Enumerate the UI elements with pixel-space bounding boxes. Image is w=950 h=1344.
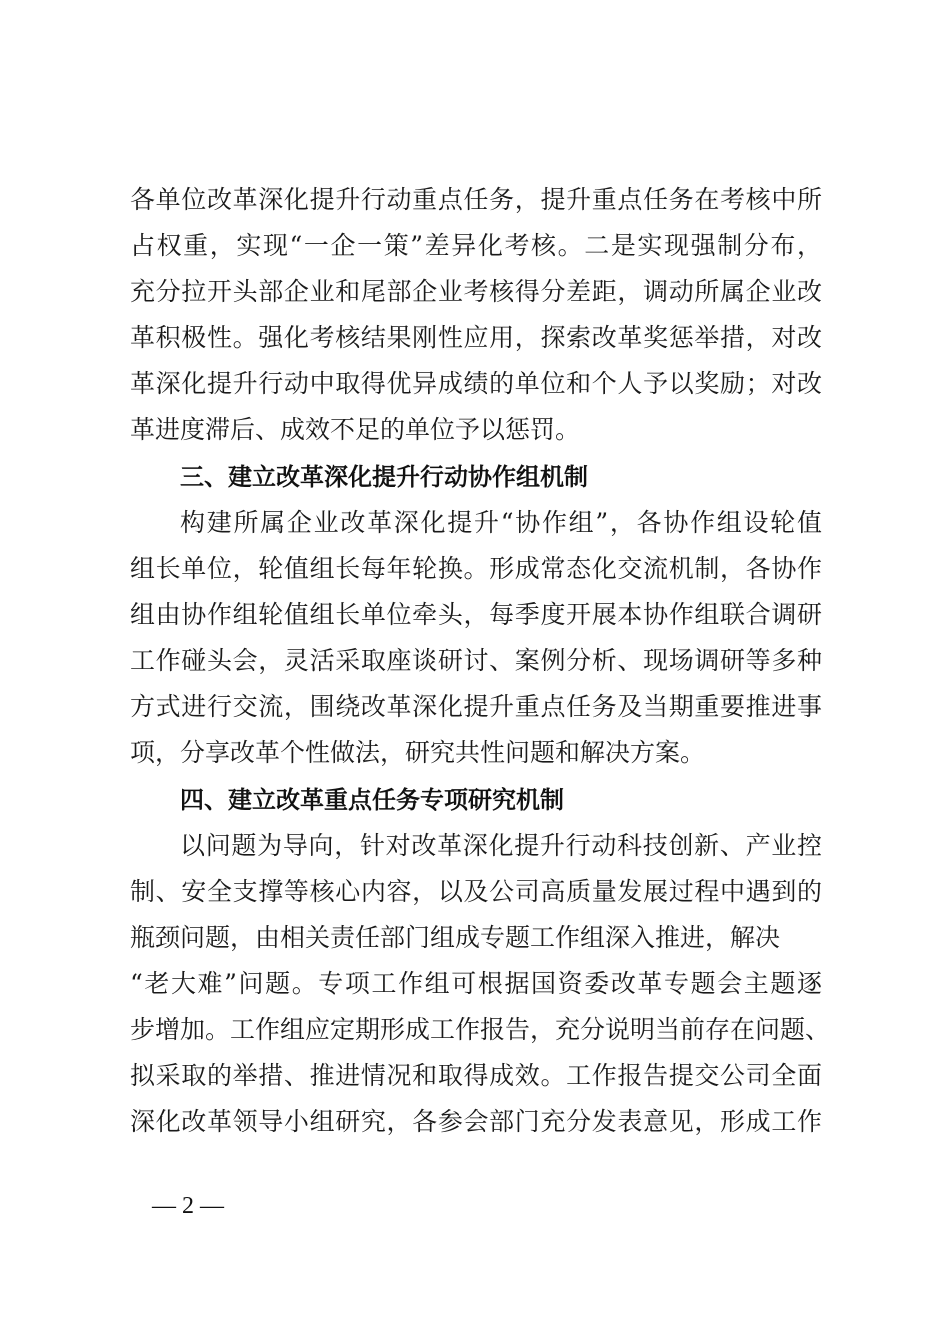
text-line: 制、安全支撑等核心内容，以及公司高质量发展过程中遇到的 [130,877,822,906]
text-line: 革深化提升行动中取得优异成绩的单位和个人予以奖励；对改 [130,369,822,398]
section-heading-4: 四、建立改革重点任务专项研究机制 [180,786,564,814]
text-line: 组长单位，轮值组长每年轮换。形成常态化交流机制，各协作 [130,554,822,583]
text-line: 瓶颈问题，由相关责任部门组成专题工作组深入推进，解决 [130,923,781,952]
text-line: 革进度滞后、成效不足的单位予以惩罚。 [130,415,581,444]
text-line: 步增加。工作组应定期形成工作报告，充分说明当前存在问题、 [130,1015,831,1044]
text-line: 革积极性。强化考核结果刚性应用，探索改革奖惩举措，对改 [130,323,822,352]
text-line: 组由协作组轮值组长单位牵头，每季度开展本协作组联合调研 [130,600,822,629]
text-line: 充分拉开头部企业和尾部企业考核得分差距，调动所属企业改 [130,277,822,306]
text-line: 以问题为导向，针对改革深化提升行动科技创新、产业控 [180,831,822,860]
text-line: 拟采取的举措、推进情况和取得成效。工作报告提交公司全面 [130,1061,822,1090]
text-line: 各单位改革深化提升行动重点任务，提升重点任务在考核中所 [130,185,822,214]
text-line: 深化改革领导小组研究，各参会部门充分发表意见，形成工作 [130,1107,822,1136]
text-line: 项，分享改革个性做法，研究共性问题和解决方案。 [130,738,706,767]
text-line: 占权重，实现“一企一策”差异化考核。二是实现强制分布， [130,231,822,260]
section-heading-3: 三、建立改革深化提升行动协作组机制 [180,463,588,491]
text-line: 方式进行交流，围绕改革深化提升重点任务及当期重要推进事 [130,692,822,721]
text-line: 构建所属企业改革深化提升“协作组”，各协作组设轮值 [180,508,822,537]
text-line: “老大难”问题。专项工作组可根据国资委改革专题会主题逐 [130,969,822,998]
text-line: 工作碰头会，灵活采取座谈研讨、案例分析、现场调研等多种 [130,646,822,675]
page-number: — 2 — [152,1193,224,1219]
